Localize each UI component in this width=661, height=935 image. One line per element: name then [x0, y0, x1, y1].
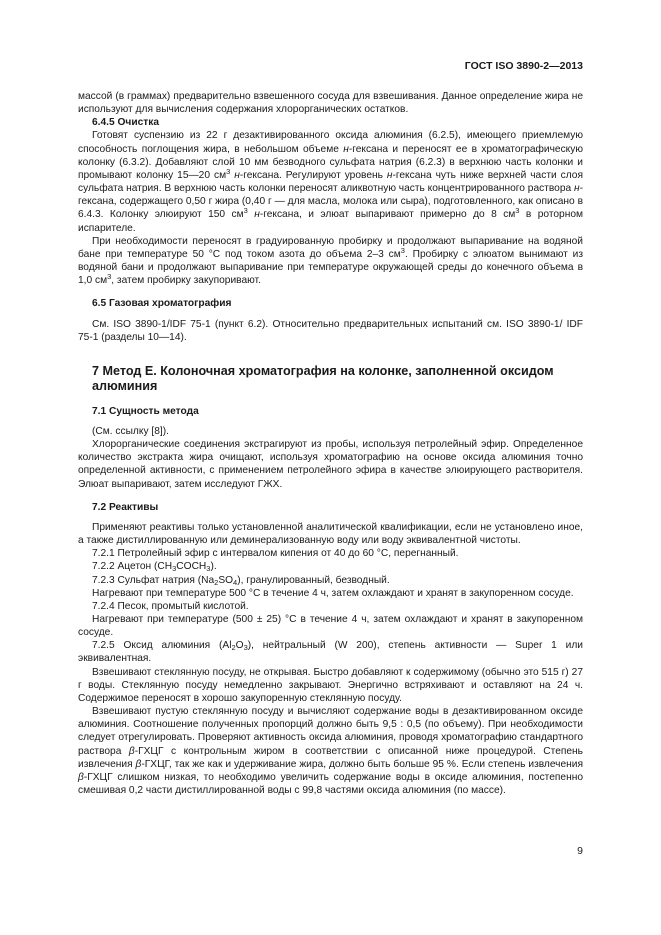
item-7-2-3-paragraph: Нагревают при температуре 500 °С в течение 4 ч, затем охлаждают и хранят в закупоренном сосуде.	[92, 587, 574, 599]
document-body	[78, 90, 583, 797]
item-7-2-3: 7.2.3 Сульфат натрия $(Na_2SO_4)$, гранулированный, безводный.	[92, 574, 390, 587]
section-6-5-title: 6.5 Газовая хроматография	[92, 298, 232, 310]
section-6-4-5-paragraph-2: При необходимости переносят в градуированную пробирку и продолжают выпаривание на водяной бане при температуре 50 °С под током азота до объема 2–3 $см^3$. Пробирку с элюатом вынимают из водяной бани и продолжают выпаривание при температуре окружающей среды до конечного объема в 1,0 $см^3$, затем пробирку закупоривают.	[78, 235, 583, 287]
section-6-4-5-paragraph-1: Готовят суспензию из 22 г дезактивированного оксида алюминия (6.2.5), имеющего приемлемую способность поглощения жира, в небольшом объеме н-гексана и переносят ее в хроматографическую колонку (6.3.2). Добавляют слой 10 мм безводного сульфата натрия (6.2.3) в верхнюю часть колонки и промывают колонку 15—20 $см^3$ н-гексана. Регулируют уровень н-гексана чуть ниже верхней части слоя сульфата натрия. В верхнюю часть колонки переносят аликвотную часть концентрированного раствора н-гексана, содержащего 0,50 г жира (0,40 г — для масла, молока или сыра), подготовленного, как описано в 6.4.3. Колонку элюируют 150 $см^3$ н-гексана, и элюат выпаривают примерно до 8 $см^3$ в роторном испарителе.	[78, 130, 584, 234]
item-7-2-5-paragraph-1: Взвешивают стеклянную посуду, не открывая. Быстро добавляют к содержимому (обычно это 515 г) 27 г воды. Стеклянную посуду немедленно закрывают. Энергично встряхивают и оставляют на 24 ч. Содержимое переносят в хорошо закупоренную стеклянную посуду.	[78, 666, 583, 704]
document-header: ГОСТ ISO 3890-2—2013	[464, 60, 583, 72]
section-7-1-paragraph: Хлорорганические соединения экстрагируют из пробы, используя петролейный эфир. Определенное количество экстракта жира очищают, используя хроматографию на основе оксида алюминия точно определенной активности, с применением петролейного эфира в качестве элюирующего растворителя. Элюат выпаривают, затем исследуют ГЖХ.	[78, 439, 583, 490]
item-7-2-4-paragraph: Нагревают при температуре (500 ± 25) °С в течение 4 ч, затем охлаждают и хранят в закупоренном сосуде.	[78, 614, 583, 639]
section-7-2-title: 7.2 Реактивы	[92, 501, 159, 513]
section-7-2-paragraph: Применяют реактивы только установленной аналитической квалификации, если не установлено иное, а также дистиллированную или деминерализованную воду или воду эквивалентной чистоты.	[78, 521, 583, 547]
section-6-4-5-title: 6.4.5 Очистка	[92, 117, 160, 129]
item-7-2-5-paragraph-2: Взвешивают пустую стеклянную посуду и вычисляют содержание воды в дезактивированном оксиде алюминия. Соотношение полученных пропорций должно быть 9,5 : 0,5 (по объему). При необходимости следует отрегулировать. Проверяют активность оксида алюминия, проводя хроматографию стандартного раствора β-ГХЦГ с контрольным жиром в соответствии с описанной ниже процедурой. Степень извлечения β-ГХЦГ, так же как и удерживание жира, должно быть больше 95 %. Если степень извлечения β-ГХЦГ слишком низкая, то необходимо увеличить содержание воды в оксиде алюминия, постепенно смешивая 0,2 части дистиллированной воды с 99,8 частями оксида алюминия (по массе).	[78, 706, 583, 797]
section-6-5-paragraph: См. ISO 3890-1/IDF 75-1 (пункт 6.2). Относительно предварительных испытаний см. ISO 3890-1/ IDF 75-1 (разделы 10—14).	[78, 318, 583, 343]
section-7-1-title: 7.1 Сущность метода	[92, 405, 199, 417]
item-7-2-2: 7.2.2 Ацетон $(CH_3COCH_3)$.	[92, 561, 217, 574]
item-7-2-5: 7.2.5 Оксид алюминия $(Al_2O_3)$, нейтральный (W 200), степень активности — Super 1 или эквивалентная.	[78, 640, 583, 665]
page-number: 9	[577, 845, 583, 857]
section-7-title: 7 Метод Е. Колоночная хроматография на колонке, заполненной оксидом алюминия	[92, 363, 554, 394]
intro-paragraph: массой (в граммах) предварительно взвешенного сосуда для взвешивания. Данное определение жира не используют для вычисления содержания хлорорганических остатков.	[78, 91, 583, 116]
item-7-2-4: 7.2.4 Песок, промытый кислотой.	[92, 600, 249, 612]
section-7-1-reference: (См. ссылку [8]).	[92, 425, 169, 437]
item-7-2-1: 7.2.1 Петролейный эфир с интервалом кипения от 40 до 60 °С, перегнанный.	[92, 548, 459, 560]
